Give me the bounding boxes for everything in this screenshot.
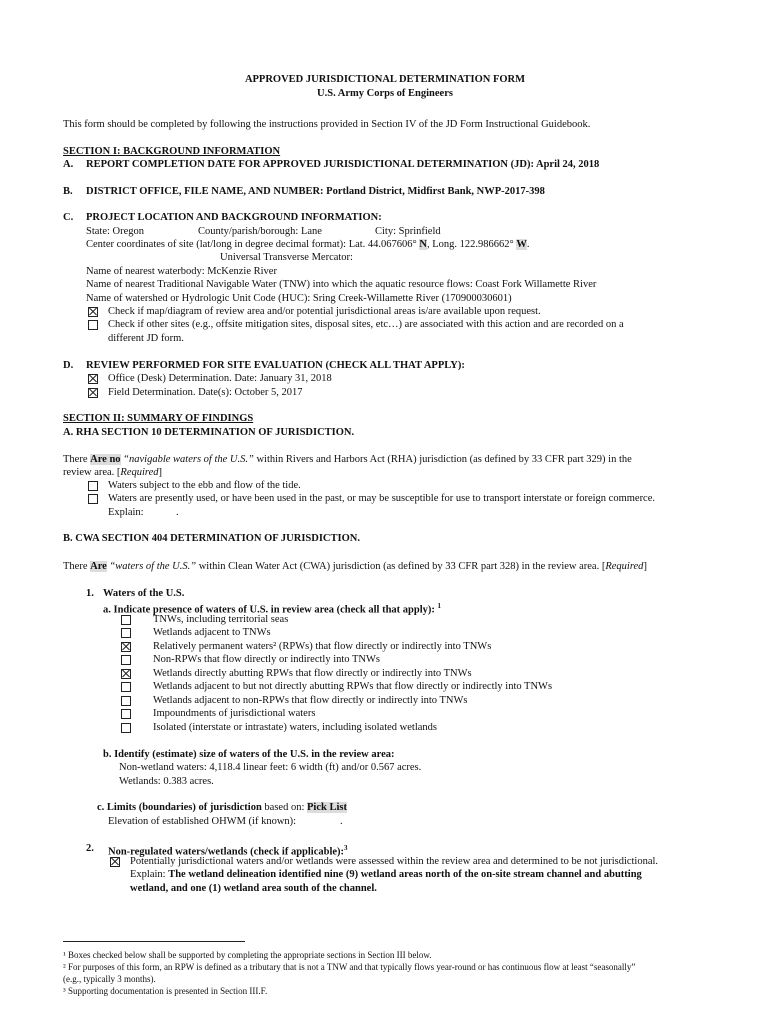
cwa-statement bbox=[63, 560, 647, 573]
longitude-direction[interactable]: W bbox=[516, 239, 527, 250]
rha-navigable: “navigable waters of the U.S.” bbox=[123, 454, 254, 465]
cwa-heading: B. CWA SECTION 404 DETERMINATION OF JURISDICTION. bbox=[63, 533, 360, 544]
footnote-divider bbox=[63, 941, 245, 942]
project-location-heading: PROJECT LOCATION AND BACKGROUND INFORMATION: bbox=[86, 212, 382, 223]
waters-number: 1. bbox=[86, 588, 94, 599]
tide-label: Waters subject to the ebb and flow of the tide. bbox=[108, 480, 301, 491]
nonreg-checkbox[interactable] bbox=[110, 857, 120, 867]
section1-heading: SECTION I: BACKGROUND INFORMATION bbox=[63, 146, 281, 157]
form-subtitle: U.S. Army Corps of Engineers bbox=[317, 88, 453, 99]
cwa-required: Required bbox=[605, 561, 644, 572]
rha-statement bbox=[63, 453, 632, 466]
limits-based-on: based on: bbox=[264, 802, 305, 813]
footnote-1: ¹ Boxes checked below shall be supported by completing the appropriate sections in Section III below. bbox=[63, 950, 432, 960]
waters-item: Isolated (interstate or intrastate) waters, including isolated wetlands bbox=[153, 722, 437, 733]
waters-heading: Waters of the U.S. bbox=[103, 588, 185, 599]
nonreg-text: Potentially jurisdictional waters and/or wetlands were assessed within the review area and determined to be not jurisdictional. bbox=[130, 856, 659, 867]
latitude-direction[interactable]: N bbox=[419, 239, 427, 250]
field-determination-label: Field Determination. Date(s): October 5, 2017 bbox=[108, 387, 303, 398]
rha-answer-dropdown[interactable]: Are no bbox=[90, 454, 121, 465]
other-sites-checkbox[interactable] bbox=[88, 320, 98, 330]
nonreg-number: 2. bbox=[86, 843, 94, 854]
wetlands-adjacent-rpw-checkbox[interactable] bbox=[121, 682, 131, 692]
waters-item: Impoundments of jurisdictional waters bbox=[153, 708, 316, 719]
rha-required: Required bbox=[120, 467, 159, 478]
limits-jurisdiction bbox=[97, 801, 347, 814]
intro-text: This form should be completed by following the instructions provided in Section IV of the JD Form Instructional Guidebook. bbox=[63, 119, 591, 130]
utm-field: Universal Transverse Mercator: bbox=[220, 252, 353, 263]
footnote-3: ³ Supporting documentation is presented in Section III.F. bbox=[63, 986, 268, 996]
coordinates-mid: , Long. 122.986662° bbox=[426, 239, 514, 250]
district-office-text: DISTRICT OFFICE, FILE NAME, AND NUMBER: Portland District, Midfirst Bank, NWP-2017-398 bbox=[86, 186, 545, 197]
report-date-text: REPORT COMPLETION DATE FOR APPROVED JURISDICTIONAL DETERMINATION (JD): April 24, 2018 bbox=[86, 159, 600, 170]
other-sites-label: Check if other sites (e.g., offsite mitigation sites, disposal sites, etc…) are associated with this action and are recorded on a bbox=[108, 319, 624, 330]
waters-a-text: a. Indicate presence of waters of U.S. in review area (check all that apply): bbox=[103, 604, 435, 616]
city-field: City: Sprinfield bbox=[375, 226, 441, 237]
cwa-pre: There bbox=[63, 561, 88, 572]
commerce-checkbox[interactable] bbox=[88, 494, 98, 504]
non-rpw-checkbox[interactable] bbox=[121, 655, 131, 665]
nearest-tnw: Name of nearest Traditional Navigable Water (TNW) into which the aquatic resource flows: Coast Fork Willamette River bbox=[86, 279, 597, 290]
section2-heading: SECTION II: SUMMARY OF FINDINGS bbox=[63, 413, 254, 424]
section1-c-label: C. bbox=[63, 212, 74, 223]
cwa-answer-dropdown[interactable]: Are bbox=[90, 561, 107, 572]
other-sites-label-cont: different JD form. bbox=[108, 333, 184, 344]
review-performed-heading: REVIEW PERFORMED FOR SITE EVALUATION (CHECK ALL THAT APPLY): bbox=[86, 360, 465, 371]
map-diagram-label: Check if map/diagram of review area and/or potential jurisdictional areas is/are available upon request. bbox=[108, 306, 541, 317]
rha-pre: There bbox=[63, 454, 88, 465]
isolated-waters-checkbox[interactable] bbox=[121, 723, 131, 733]
wetlands-acres: Wetlands: 0.383 acres. bbox=[119, 776, 214, 787]
nonreg-heading-text: Non-regulated waters/wetlands (check if applicable): bbox=[108, 846, 345, 858]
field-determination-checkbox[interactable] bbox=[88, 388, 98, 398]
rha-line2: review area. [ bbox=[63, 467, 121, 478]
ohwm-label: Elevation of established OHWM (if known): bbox=[108, 816, 297, 827]
wetlands-adjacent-tnw-checkbox[interactable] bbox=[121, 628, 131, 638]
section1-a-label: A. bbox=[63, 159, 74, 170]
nonreg-explain bbox=[130, 868, 642, 881]
rha-post: within Rivers and Harbors Act (RHA) jurisdiction (as defined by 33 CFR part 329) in the bbox=[256, 454, 632, 465]
coordinates-field: Center coordinates of site (lat/long in degree decimal format): Lat. 44.067606° N, Long. 122.986662° W. bbox=[86, 239, 530, 250]
nearest-waterbody: Name of nearest waterbody: McKenzie River bbox=[86, 266, 277, 277]
nonreg-explain-text[interactable]: The wetland delineation identified nine (9) wetland areas north of the on-site stream channel and abutting bbox=[168, 869, 642, 880]
footnote-2: ² For purposes of this form, an RPW is defined as a tributary that is not a TNW and that typically flows year-round or has continuous flow at least “seasonally” bbox=[63, 962, 636, 972]
cwa-waters: “waters of the U.S.” bbox=[109, 561, 197, 572]
cwa-close: ] bbox=[643, 561, 647, 572]
commerce-label: Waters are presently used, or have been used in the past, or may be susceptible for use to transport interstate or foreign commerce. bbox=[108, 493, 656, 504]
nonwetland-waters: Non-wetland waters: 4,118.4 linear feet: 6 width (ft) and/or 0.567 acres. bbox=[119, 762, 422, 773]
section1-b-label: B. bbox=[63, 186, 73, 197]
coordinates-prefix: Center coordinates of site (lat/long in degree decimal format): Lat. 44.067606° bbox=[86, 239, 417, 250]
tnw-checkbox[interactable] bbox=[121, 615, 131, 625]
cwa-post: within Clean Water Act (CWA) jurisdiction (as defined by 33 CFR part 328) in the review area. [ bbox=[198, 561, 606, 572]
waters-item: TNWs, including territorial seas bbox=[153, 614, 289, 625]
watershed-huc: Name of watershed or Hydrologic Unit Code (HUC): Sring Creek-Willamette River (170900030601) bbox=[86, 293, 512, 304]
ohwm-value[interactable]: . bbox=[340, 816, 343, 827]
waters-item: Non-RPWs that flow directly or indirectly into TNWs bbox=[153, 654, 380, 665]
nonreg-explain-label: Explain: bbox=[130, 869, 166, 880]
map-diagram-checkbox[interactable] bbox=[88, 307, 98, 317]
footnote-2-cont: (e.g., typically 3 months). bbox=[63, 974, 156, 984]
nonreg-sup: 3 bbox=[344, 844, 348, 852]
explain-value[interactable]: . bbox=[176, 507, 179, 518]
section1-d-label: D. bbox=[63, 360, 74, 371]
waters-item: Wetlands adjacent to non-RPWs that flow directly or indirectly into TNWs bbox=[153, 695, 468, 706]
waters-a-sup: 1 bbox=[437, 602, 441, 610]
limits-pick-list[interactable]: Pick List bbox=[307, 802, 347, 813]
office-determination-checkbox[interactable] bbox=[88, 374, 98, 384]
rha-heading: A. RHA SECTION 10 DETERMINATION OF JURISDICTION. bbox=[63, 427, 355, 438]
state-field: State: Oregon bbox=[86, 226, 145, 237]
waters-item: Wetlands adjacent to TNWs bbox=[153, 627, 271, 638]
waters-item: Wetlands directly abutting RPWs that flow directly or indirectly into TNWs bbox=[153, 668, 472, 679]
wetlands-adjacent-non-rpw-checkbox[interactable] bbox=[121, 696, 131, 706]
tide-checkbox[interactable] bbox=[88, 481, 98, 491]
county-field: County/parish/borough: Lane bbox=[198, 226, 322, 237]
explain-label: Explain: bbox=[108, 507, 144, 518]
waters-b-heading: b. Identify (estimate) size of waters of the U.S. in the review area: bbox=[103, 749, 395, 760]
wetlands-abutting-rpw-checkbox[interactable] bbox=[121, 669, 131, 679]
waters-item: Wetlands adjacent to but not directly abutting RPWs that flow directly or indirectly into TNWs bbox=[153, 681, 553, 692]
rha-statement-cont bbox=[63, 466, 162, 479]
rha-close: ] bbox=[158, 467, 163, 478]
waters-item: Relatively permanent waters² (RPWs) that flow directly or indirectly into TNWs bbox=[153, 641, 492, 652]
impoundments-checkbox[interactable] bbox=[121, 709, 131, 719]
limits-label: c. Limits (boundaries) of jurisdiction bbox=[97, 802, 262, 813]
rpw-checkbox[interactable] bbox=[121, 642, 131, 652]
nonreg-explain-cont[interactable]: wetland, and one (1) wetland area south of the channel. bbox=[130, 883, 377, 894]
form-title: APPROVED JURISDICTIONAL DETERMINATION FORM bbox=[244, 74, 526, 85]
office-determination-label: Office (Desk) Determination. Date: January 31, 2018 bbox=[108, 373, 332, 384]
